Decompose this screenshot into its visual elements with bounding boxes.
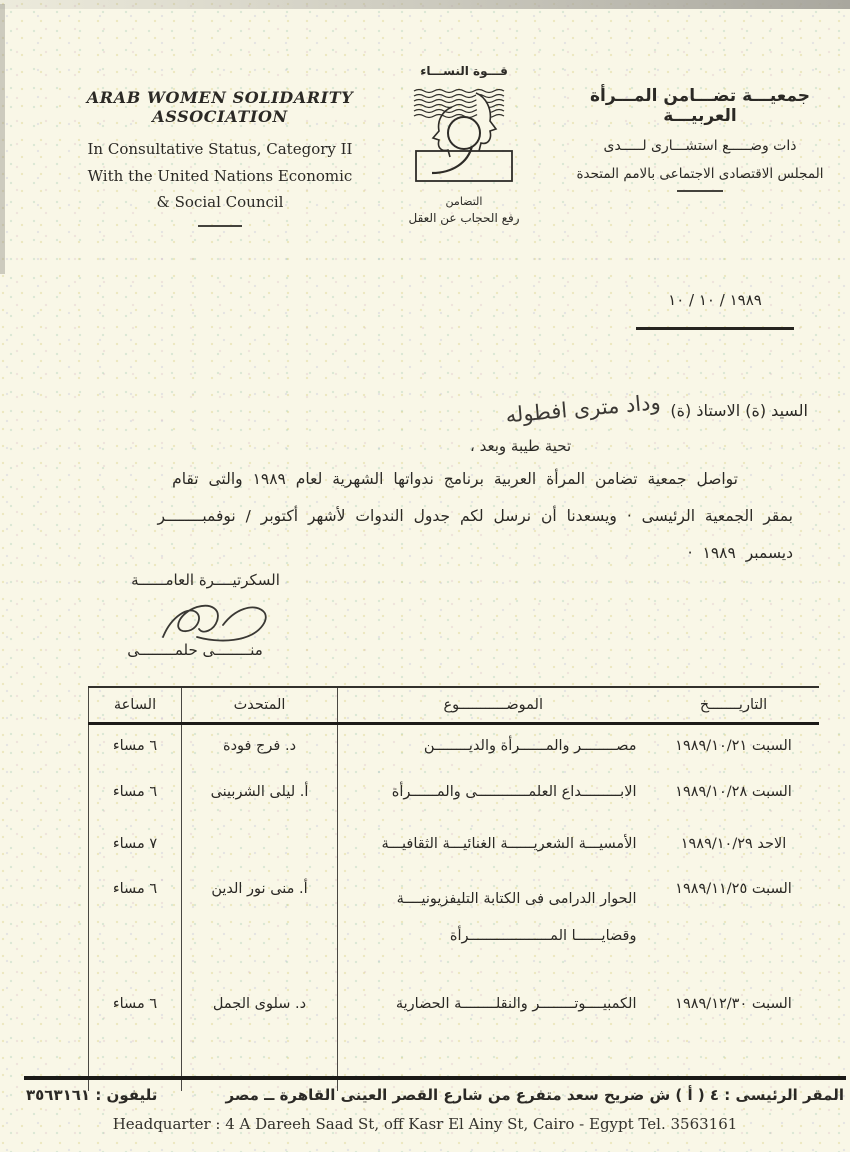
letter-body — [36, 461, 793, 572]
org-un-arabic: المجلس الاقتصادى الاجتماعى بالامم المتحدة — [576, 166, 824, 182]
logo-caption-solidarity: التضامن — [445, 195, 483, 208]
footer-phone-arabic: تليفون : ٣٥٦٣١٦١ — [26, 1086, 158, 1104]
cell-date: السبت ١٩٨٩/١٠/٢٨ — [675, 784, 792, 800]
cell-speaker — [182, 817, 338, 871]
logo-emblem-graphic — [402, 81, 526, 193]
table-row — [89, 724, 819, 768]
subject-line-2: وقضايــــــا المـــــــــــــــــــرأة — [449, 928, 637, 944]
addressee-handwritten-name: وداد مترى افطوله — [504, 390, 662, 428]
cell-speaker: د. سلوى الجمل — [182, 973, 338, 1035]
signature-title: السكرتيــــرة العامــــــة — [131, 571, 280, 589]
cell-date: السبت ١٩٨٩/١٢/٣٠ — [675, 996, 792, 1012]
logo-circle — [448, 117, 480, 149]
scan-edge-top — [0, 0, 850, 9]
table-row — [89, 973, 819, 1035]
org-status-arabic: ذات وضـــــع استشـــارى لـــــدى — [603, 138, 797, 154]
subject-line-1: الحوار الدرامى فى الكتابة التليفزيونيــــة — [396, 891, 637, 907]
table-row — [89, 871, 819, 973]
logo-caption-motto: رفع الحجاب عن العقل — [408, 211, 520, 225]
cell-time: ٧ مساء — [89, 817, 182, 871]
body-line-3: ديسمبر ١٩٨٩ · — [687, 544, 793, 562]
seminar-schedule-table — [88, 686, 818, 1091]
org-un-line1: With the United Nations Economic — [87, 166, 353, 185]
letterhead-arabic — [563, 86, 837, 192]
cell-time: ٦ مساء — [89, 767, 182, 817]
cell-date: الاحد ١٩٨٩/١٠/٢٩ — [680, 836, 787, 852]
cell-subject: الأمسيـــة الشعريــــــة الغنائيـــة الثقافيـــة — [338, 817, 649, 871]
body-line-1: تواصل جمعية تضامن المرأة العربية برنامج ندواتها الشهرية لعام ١٩٨٩ والتى تقام — [172, 470, 738, 488]
org-name-arabic: جمعيـــة تضـــامن المـــرأة العربيـــة — [589, 86, 810, 126]
logo-caption-top: قـــوة النســـاء — [420, 64, 508, 78]
cell-speaker: أ. ليلى الشربينى — [182, 767, 338, 817]
table-header-row — [89, 687, 819, 724]
cell-speaker: أ. منى نور الدين — [182, 871, 338, 973]
letterhead-english-underline — [198, 225, 242, 227]
cell-subject — [338, 871, 649, 973]
org-status-line: In Consultative Status, Category II — [87, 140, 353, 158]
footer-english: Headquarter : 4 A Dareeh Saad St, off Kasr El Ainy St, Cairo - Egypt Tel. 3563161 — [112, 1115, 738, 1133]
scan-edge-left — [0, 4, 5, 274]
letterhead-arabic-underline — [677, 190, 723, 192]
greeting-line: تحية طيبة وبعد ، — [470, 437, 572, 455]
header-time: الساعة — [89, 687, 182, 724]
cell-time: ٦ مساء — [89, 724, 182, 768]
footer-arabic — [26, 1086, 844, 1104]
cell-subject: الكمبيــــوتــــــــر والنقلــــــــة الحضارية — [338, 973, 649, 1035]
header-speaker: المتحدث — [182, 687, 338, 724]
association-logo — [396, 64, 532, 225]
header-date: التاريـــــــخ — [649, 687, 819, 724]
cell-date: السبت ١٩٨٩/١٠/٢١ — [675, 738, 792, 754]
addressee-typed: السيد (ة) الاستاذ (ة) — [670, 401, 808, 420]
logo-rectangle — [416, 151, 512, 181]
table-spacer-row — [89, 1035, 819, 1091]
cell-subject: مصــــــــر والمــــــرأة والديــــــــن — [338, 724, 649, 768]
cell-time: ٦ مساء — [89, 871, 182, 973]
signature-name-typed: منــــــــى حلمــــــــى — [127, 641, 263, 659]
handwritten-signature — [145, 593, 300, 645]
cell-date: السبت ١٩٨٩/١١/٢٥ — [675, 881, 792, 897]
letter-date: ١٩٨٩ / ١٠ / ١٠ — [668, 291, 762, 309]
table-row — [89, 767, 819, 817]
table-row — [89, 817, 819, 871]
cell-time: ٦ مساء — [89, 973, 182, 1035]
cell-empty — [182, 1035, 338, 1091]
addressee-line — [390, 388, 808, 428]
cell-subject: الابـــــــــداع العلمــــــــــــى والمــــــرأة — [338, 767, 649, 817]
org-name-english: ARAB WOMEN SOLIDARITY ASSOCIATION — [86, 88, 354, 126]
cell-speaker: د. فرج فودة — [182, 724, 338, 768]
footer-address-arabic: المقر الرئيسى : ٤ ( أ ) ش ضريح سعد متفرع من شارع القصر العينى القاهرة ــ مصر — [225, 1086, 844, 1104]
cell-empty — [649, 1035, 819, 1091]
header-subject: الموضـــــــــــوع — [338, 687, 649, 724]
logo-swoosh — [432, 146, 472, 173]
letterhead-english — [50, 88, 390, 227]
body-line-2: بمقر الجمعية الرئيسى · ويسعدنا أن نرسل لكم جدول الندوات لأشهر أكتوبر / نوفمبــــــــر — [157, 507, 793, 525]
cell-empty — [89, 1035, 182, 1091]
footer-divider-line — [24, 1076, 846, 1080]
org-un-line2: & Social Council — [156, 193, 284, 211]
cell-empty — [338, 1035, 649, 1091]
date-underline — [636, 327, 794, 330]
